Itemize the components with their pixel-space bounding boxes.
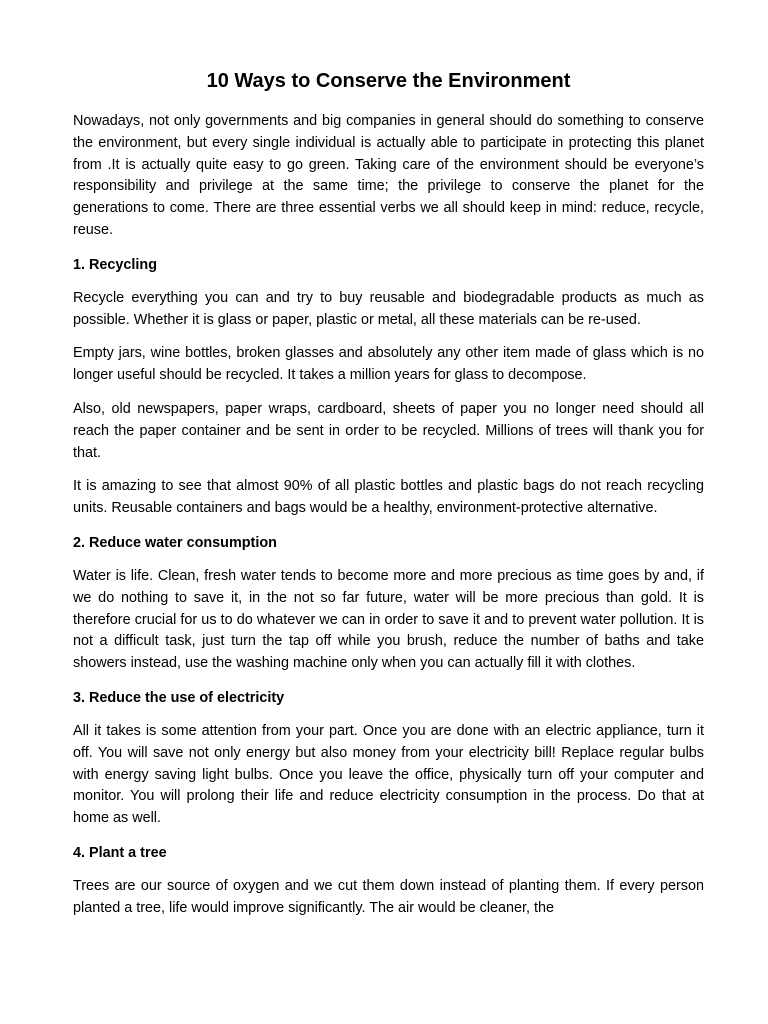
section-heading-water: 2. Reduce water consumption	[73, 534, 277, 551]
paragraph: All it takes is some attention from your part. Once you are done with an electric appliance, turn it off. You will save not only energy but also money from your electricity bill! Replace regular bulbs with energy saving light bulbs. Once you leave the office, physically turn off your computer and monitor. You will prolong their life and reduce electricity consumption in the process. Do that at home as well.	[73, 722, 704, 827]
section-heading-recycling: 1. Recycling	[73, 256, 157, 273]
paragraph: Recycle everything you can and try to buy reusable and biodegradable products as much as possible. Whether it is glass or paper, plastic or metal, all these materials can be re-used.	[73, 289, 704, 328]
document-title: 10 Ways to Conserve the Environment	[206, 70, 571, 92]
paragraph: Empty jars, wine bottles, broken glasses and absolutely any other item made of glass which is no longer useful should be recycled. It takes a million years for glass to decompose.	[73, 345, 704, 384]
paragraph: Water is life. Clean, fresh water tends to become more and more precious as time goes by and, if we do nothing to save it, in the not so far future, water will be more precious than gold. It is therefore crucial for us to do whatever we can in order to save it and to prevent water pollution. It is not a difficult task, just turn the tap off while you brush, reduce the number of baths and take showers instead, use the washing machine only when you can actually fill it with clothes.	[73, 567, 704, 672]
section-heading-tree: 4. Plant a tree	[73, 844, 167, 861]
paragraph: Also, old newspapers, paper wraps, cardboard, sheets of paper you no longer need should all reach the paper container and be sent in order to be recycled. Millions of trees will thank you for that.	[73, 400, 704, 461]
intro-paragraph: Nowadays, not only governments and big companies in general should do something to conserve the environment, but every single individual is actually able to participate in protecting this planet from .It is actually quite easy to go green. Taking care of the environment should be everyone’s responsibility and privilege at the same time; the privilege to conserve the planet for the generations to come. There are three essential verbs we all should keep in mind: reduce, recycle, reuse.	[73, 113, 704, 238]
paragraph: Trees are our source of oxygen and we cut them down instead of planting them. If every person planted a tree, life would improve significantly. The air would be cleaner, the	[73, 877, 704, 916]
section-heading-electricity: 3. Reduce the use of electricity	[73, 689, 285, 706]
paragraph: It is amazing to see that almost 90% of all plastic bottles and plastic bags do not reach recycling units. Reusable containers and bags would be a healthy, environment-protective alternative.	[73, 478, 704, 517]
